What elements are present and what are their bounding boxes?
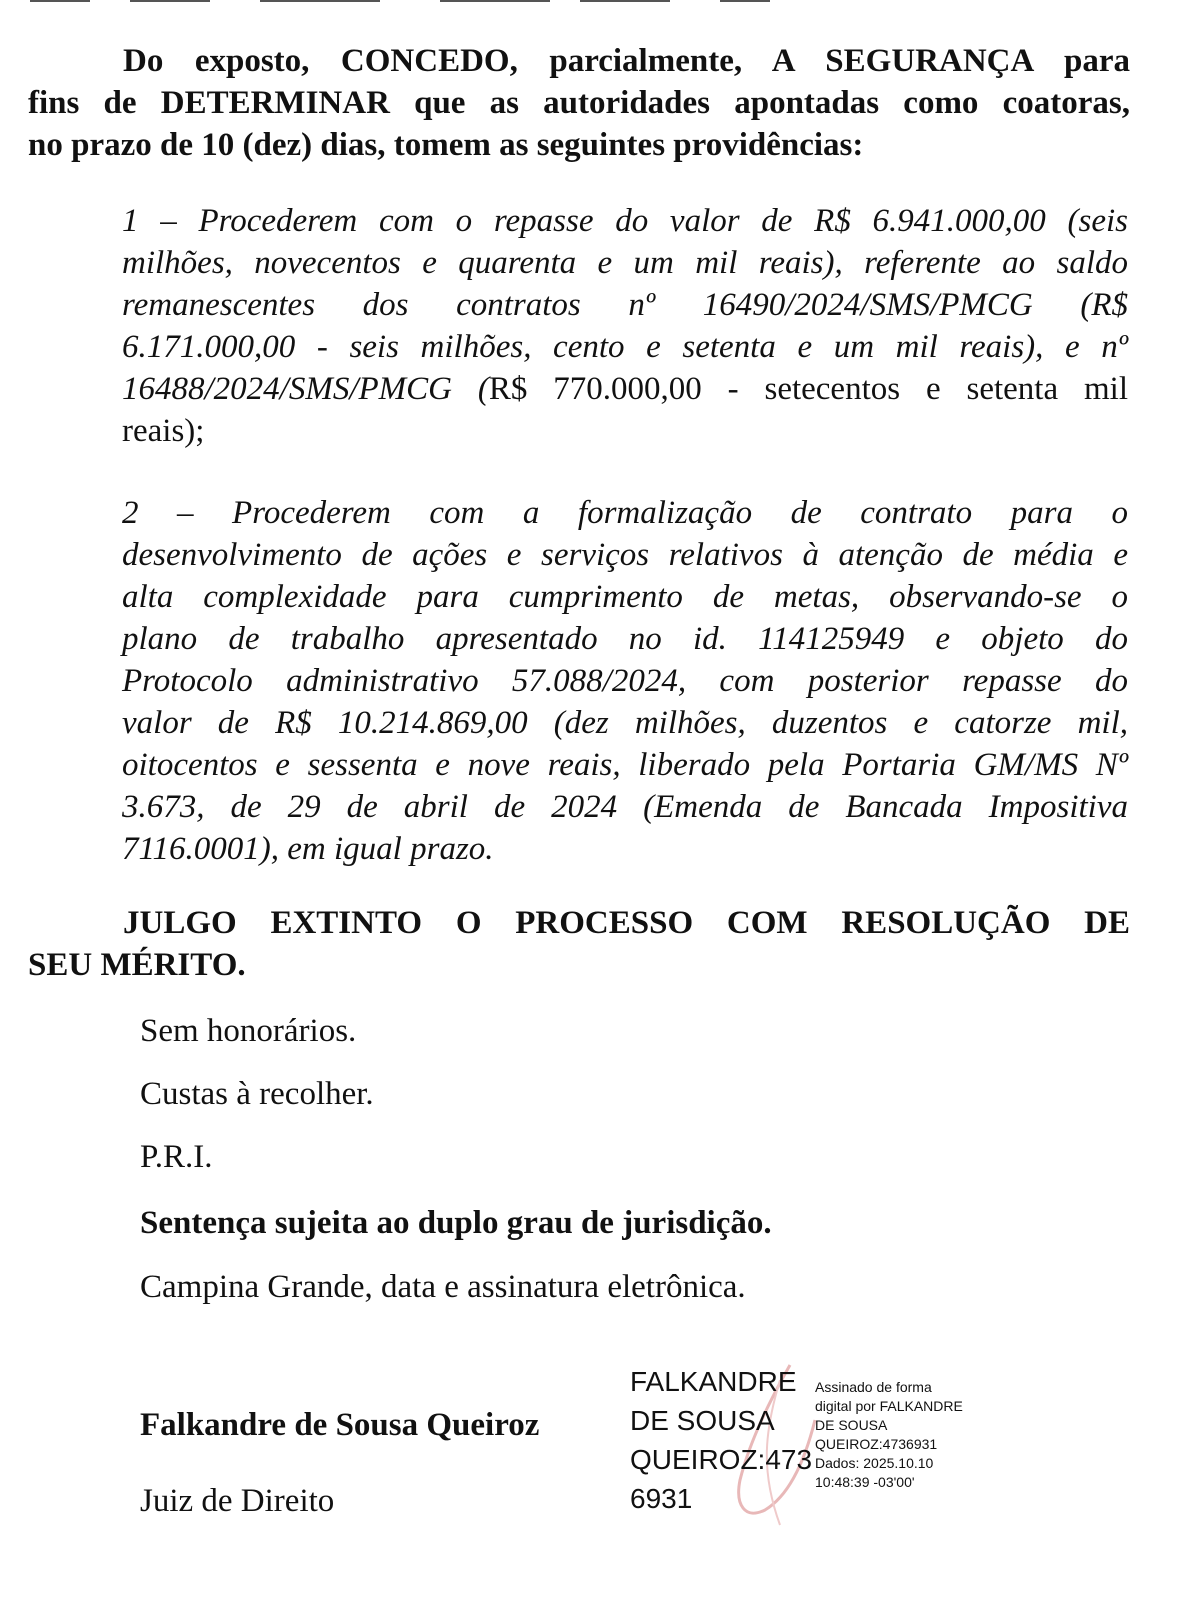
review-line: Sentença sujeita ao duplo grau de jurisdição.: [140, 1205, 772, 1241]
item-1-line-6: reais);: [122, 413, 205, 449]
item-1-line-5-italic: 16488/2024/SMS/PMCG (: [122, 371, 489, 407]
item-1-line-2: milhões, novecentos e quarenta e um mil reais), referente ao saldo: [122, 245, 1128, 281]
judge-role: Juiz de Direito: [140, 1483, 335, 1519]
intro-line-1: Do exposto, CONCEDO, parcialmente, A SEGURANÇA para: [123, 43, 1130, 79]
item-2-line-4: plano de trabalho apresentado no id. 114125949 e objeto do: [122, 621, 1128, 657]
digital-signature-name: [630, 1362, 812, 1518]
item-1-paragraph: [122, 200, 1128, 452]
stamp-detail-line-3: DE SOUSA: [815, 1417, 888, 1433]
item-1-line-5: [122, 368, 1128, 410]
item-1-line-3: remanescentes dos contratos nº 16490/2024/SMS/PMCG (R$: [122, 287, 1128, 323]
stamp-detail-line-5: Dados: 2025.10.10: [815, 1455, 934, 1471]
fees-line: Sem honorários.: [140, 1013, 357, 1049]
costs-line: Custas à recolher.: [140, 1076, 374, 1112]
item-2-line-7: oitocentos e sessenta e nove reais, liberado pela Portaria GM/MS Nº: [122, 747, 1128, 783]
stamp-name-line-4: 6931: [630, 1483, 693, 1514]
cropped-previous-line: [20, 0, 800, 6]
item-2-line-2: desenvolvimento de ações e serviços relativos à atenção de média e: [122, 537, 1128, 573]
pri-line: P.R.I.: [140, 1139, 213, 1175]
intro-line-2: fins de DETERMINAR que as autoridades apontadas como coatoras,: [28, 85, 1130, 121]
item-2-line-5: Protocolo administrativo 57.088/2024, com posterior repasse do: [122, 663, 1128, 699]
conclusion-line-1: JULGO EXTINTO O PROCESSO COM RESOLUÇÃO DE: [123, 905, 1130, 941]
item-1-line-4: 6.171.000,00 - seis milhões, cento e setenta e um mil reais), e nº: [122, 329, 1128, 365]
item-2-line-9: 7116.0001), em igual prazo.: [122, 831, 494, 867]
conclusion-paragraph: [28, 902, 1130, 986]
stamp-detail-line-2: digital por FALKANDRE: [815, 1398, 963, 1414]
item-2-line-1: 2 – Procederem com a formalização de contrato para o: [122, 495, 1128, 531]
stamp-detail-line-6: 10:48:39 -03'00': [815, 1474, 915, 1490]
intro-line-3: no prazo de 10 (dez) dias, tomem as seguintes providências:: [28, 127, 864, 163]
item-2-line-8: 3.673, de 29 de abril de 2024 (Emenda de Bancada Impositiva: [122, 789, 1128, 825]
item-1-line-5-roman: R$ 770.000,00 - setecentos e setenta mil: [488, 371, 1128, 407]
item-1-line-1: 1 – Procederem com o repasse do valor de R$ 6.941.000,00 (seis: [122, 203, 1128, 239]
item-2-line-3: alta complexidade para cumprimento de metas, observando-se o: [122, 579, 1128, 615]
digital-signature-details: [815, 1378, 963, 1492]
stamp-detail-line-1: Assinado de forma: [815, 1379, 932, 1395]
judge-name: Falkandre de Sousa Queiroz: [140, 1407, 540, 1443]
item-2-paragraph: [122, 492, 1128, 870]
stamp-name-line-3: QUEIROZ:473: [630, 1444, 813, 1475]
item-2-line-6: valor de R$ 10.214.869,00 (dez milhões, duzentos e catorze mil,: [122, 705, 1128, 741]
place-date-line: Campina Grande, data e assinatura eletrônica.: [140, 1269, 746, 1305]
stamp-name-line-1: FALKANDRE: [630, 1366, 797, 1397]
stamp-detail-line-4: QUEIROZ:4736931: [815, 1436, 938, 1452]
conclusion-line-2: SEU MÉRITO.: [28, 947, 246, 983]
intro-paragraph: [28, 40, 1130, 166]
stamp-name-line-2: DE SOUSA: [630, 1405, 775, 1436]
